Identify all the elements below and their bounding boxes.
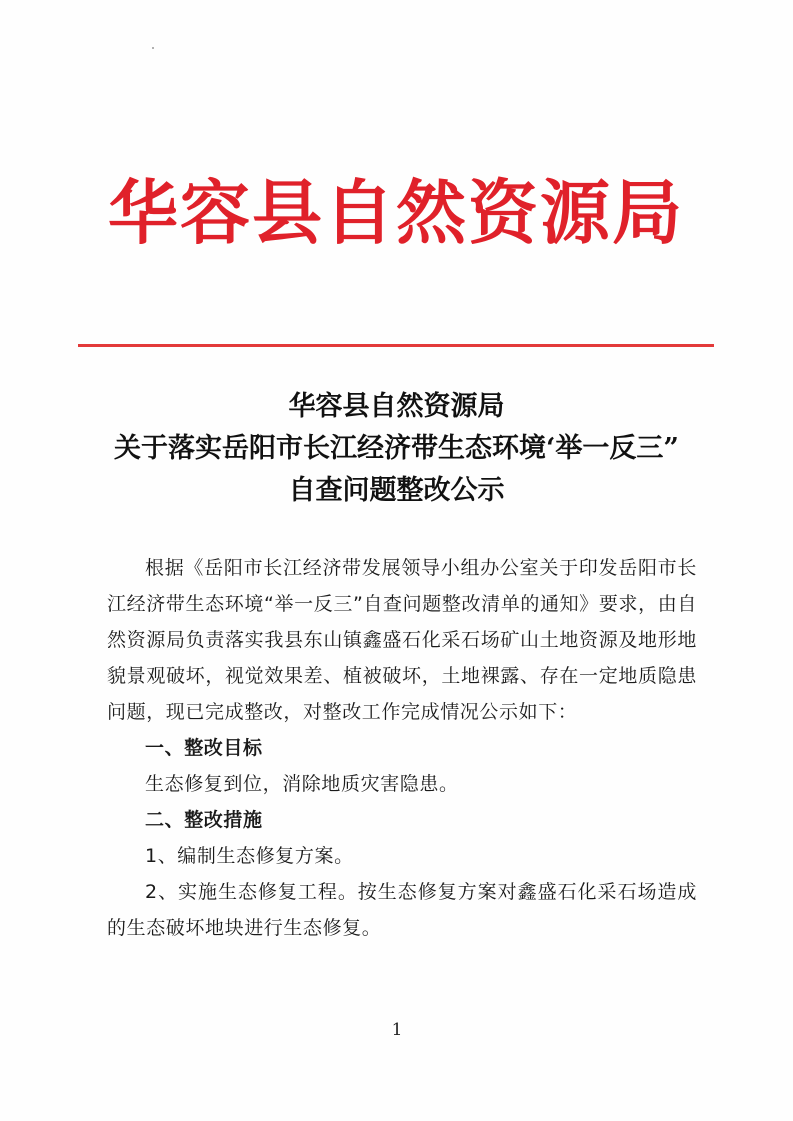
scan-speck <box>152 47 154 49</box>
title-line-3: 自查问题整改公示 <box>288 475 505 506</box>
section-heading-measures: 二、整改措施 <box>145 809 263 831</box>
intro-paragraph: 根据《岳阳市长江经济带发展领导小组办公室关于印发岳阳市长江经济带生态环境“举一反三”自查问题整改清单的通知》要求，由自然资源局负责落实我县东山镇鑫盛石化采石场矿山土地资源及地形地貌景观破坏，视觉效果差、植被破坏，土地裸露、存在一定地质隐患问题，现已完成整改，对整改工作完成情况公示如下： <box>107 557 697 723</box>
masthead-org-name: 华容县自然资源局 <box>108 171 684 254</box>
page-number: 1 <box>391 1020 403 1040</box>
measure-item-1: 1、编制生态修复方案。 <box>145 845 354 867</box>
title-line-1: 华容县自然资源局 <box>288 391 505 422</box>
section-heading-goal: 一、整改目标 <box>145 737 263 759</box>
document-body <box>107 550 697 946</box>
goal-paragraph: 生态修复到位，消除地质灾害隐患。 <box>145 773 459 795</box>
document-title <box>60 386 733 512</box>
measure-item-2: 2、实施生态修复工程。按生态修复方案对鑫盛石化采石场造成的生态破坏地块进行生态修复。 <box>107 881 697 939</box>
title-line-2: 关于落实岳阳市长江经济带生态环境‘举一反三” <box>114 433 679 464</box>
red-header-rule <box>78 344 714 347</box>
